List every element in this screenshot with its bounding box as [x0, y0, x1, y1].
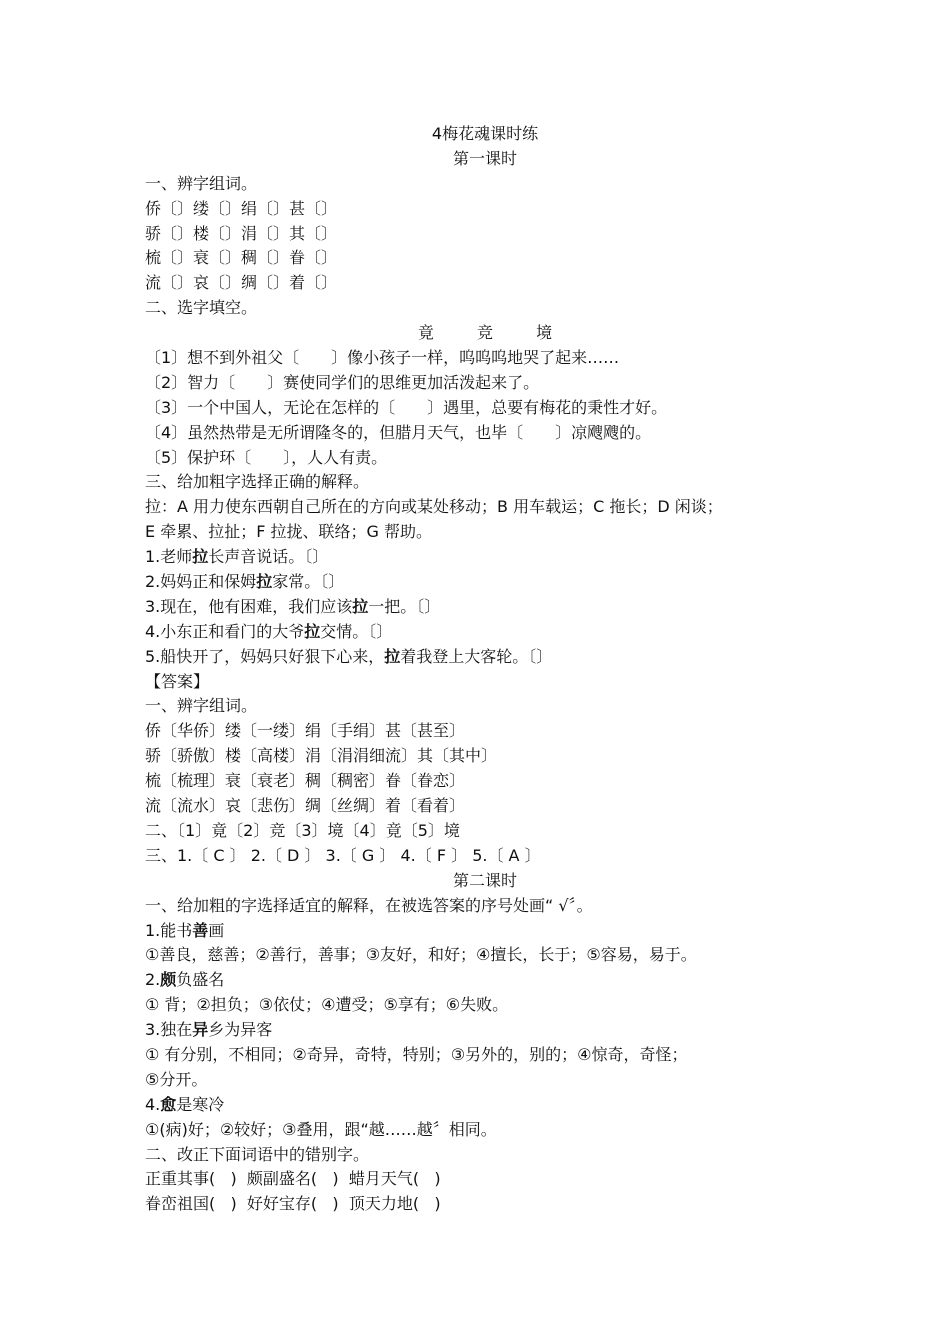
question-text: 2.妈妈正和保姆 [145, 572, 257, 592]
page-title: 4梅花魂课时练 [431, 124, 539, 143]
question-text: 3.现在，他有困难，我们应该 [145, 596, 353, 616]
question-text: 乡为异客 [208, 1020, 273, 1040]
question-text: 4. [145, 1094, 161, 1114]
answer-row: 流〔流水〕哀〔悲伤〕绸〔丝绸〕着〔看着〕 [145, 796, 466, 816]
question-item [145, 645, 825, 670]
definition-line: 拉：A 用力使东西朝自己所在的方向或某处移动；B 用车载运；C 拖长；D 闲谈； [145, 497, 723, 517]
bold-char: 愈 [160, 1094, 177, 1114]
bold-char: 拉 [304, 621, 321, 641]
question-item [145, 595, 825, 620]
option-line: ⑤分开。 [145, 1069, 208, 1089]
option-line: ① 有分别，不相同；②奇异，奇特，特别；③另外的，别的；④惊奇，奇怪； [145, 1044, 688, 1064]
question-item [145, 1018, 825, 1043]
word-option: 竞 [476, 323, 493, 343]
document-content [145, 122, 825, 1217]
answer-section-2: 二、〔1〕竟〔2〕竞〔3〕境〔4〕竟〔5〕境 [145, 820, 460, 840]
question-text: 一把。〔〕 [368, 596, 441, 616]
answer-section-1-heading: 一、辨字组词。 [145, 696, 258, 716]
section-2-heading: 二、选字填空。 [145, 298, 258, 318]
option-line: ①善良，慈善；②善行，善事；③友好，和好；④擅长，长于；⑤容易，易于。 [145, 945, 697, 965]
bold-char: 拉 [384, 646, 401, 666]
question-text: 5.船快开了，妈妈只好狠下心来， [145, 646, 385, 666]
question-item [145, 620, 825, 645]
word-options [145, 321, 825, 346]
answer-heading: 【答案】 [145, 671, 210, 691]
fill-item: 〔4〕虽然热带是无所谓隆冬的，但腊月天气，也毕〔 〕凉飕飕的。 [145, 422, 652, 442]
answer-section-3: 三、1.〔 C 〕 2.〔 D 〕 3.〔 G 〕 4.〔 F 〕 5.〔 A 〕 [145, 845, 541, 865]
question-text: 家常。〔〕 [272, 572, 345, 592]
fill-item: 〔3〕一个中国人，无论在怎样的〔 〕遇里，总要有梅花的秉性才好。 [145, 397, 668, 417]
lesson-2-section-2-heading: 二、改正下面词语中的错别字。 [145, 1144, 370, 1164]
section-3-heading: 三、给加粗字选择正确的解释。 [145, 472, 370, 492]
question-text: 是寒冷 [176, 1094, 225, 1114]
question-text: 2. [145, 970, 161, 990]
char-row: 梳〔〕衰〔〕稠〔〕眷〔〕 [145, 248, 338, 268]
lesson-2-section-1-heading: 一、给加粗的字选择适宜的解释，在被选答案的序号处画“ √〞。 [145, 895, 593, 915]
question-item [145, 1093, 825, 1118]
question-text: 长声音说话。〔〕 [208, 547, 329, 567]
question-text: 4.小东正和看门的大爷 [145, 621, 305, 641]
question-text: 3.独在 [145, 1020, 193, 1040]
bold-char: 异 [192, 1020, 209, 1040]
section-1-heading: 一、辨字组词。 [145, 173, 258, 193]
word-option: 竟 [417, 323, 434, 343]
correction-row: 眷峦祖国( ) 好好宝存( ) 顶天力地( ) [145, 1194, 441, 1214]
char-row: 骄〔〕楼〔〕涓〔〕其〔〕 [145, 223, 338, 243]
bold-char: 拉 [192, 547, 209, 567]
question-item [145, 570, 825, 595]
option-line: ①(病)好；②较好；③叠用，跟“越……越〞相同。 [145, 1119, 497, 1139]
bold-char: 颇 [160, 970, 177, 990]
option-line: ① 背；②担负；③依仗；④遭受；⑤享有；⑥失败。 [145, 995, 509, 1015]
fill-item: 〔2〕智力〔 〕赛使同学们的思维更加活泼起来了。 [145, 372, 540, 392]
bold-char: 拉 [256, 572, 273, 592]
bold-char: 拉 [352, 596, 369, 616]
question-text: 负盛名 [176, 970, 225, 990]
question-text: 1.老师 [145, 547, 193, 567]
definition-line: E 牵累、拉扯；F 拉拢、联络；G 帮助。 [145, 522, 432, 542]
bold-char: 善 [192, 920, 209, 940]
lesson-1-heading: 第一课时 [452, 148, 517, 168]
question-item [145, 919, 825, 944]
question-item [145, 968, 825, 993]
question-text: 交情。〔〕 [320, 621, 393, 641]
lesson-2-heading: 第二课时 [452, 870, 517, 890]
answer-row: 梳〔梳理〕衰〔衰老〕稠〔稠密〕眷〔眷恋〕 [145, 771, 466, 791]
answer-row: 侨〔华侨〕缕〔一缕〕绢〔手绢〕甚〔甚至〕 [145, 721, 466, 741]
answer-row: 骄〔骄傲〕楼〔高楼〕涓〔涓涓细流〕其〔其中〕 [145, 746, 498, 766]
question-text: 1.能书 [145, 920, 193, 940]
correction-row: 正重其事( ) 颇副盛名( ) 蜡月天气( ) [145, 1169, 441, 1189]
question-text: 画 [208, 920, 225, 940]
question-text: 着我登上大客轮。〔〕 [400, 646, 553, 666]
char-row: 流〔〕哀〔〕绸〔〕着〔〕 [145, 273, 338, 293]
fill-item: 〔5〕保护环〔 〕，人人有责。 [145, 447, 388, 467]
char-row: 侨〔〕缕〔〕绢〔〕甚〔〕 [145, 198, 338, 218]
question-item [145, 545, 825, 570]
fill-item: 〔1〕想不到外祖父〔 〕像小孩子一样，呜呜呜地哭了起来…… [145, 348, 620, 368]
word-option: 境 [536, 323, 553, 343]
